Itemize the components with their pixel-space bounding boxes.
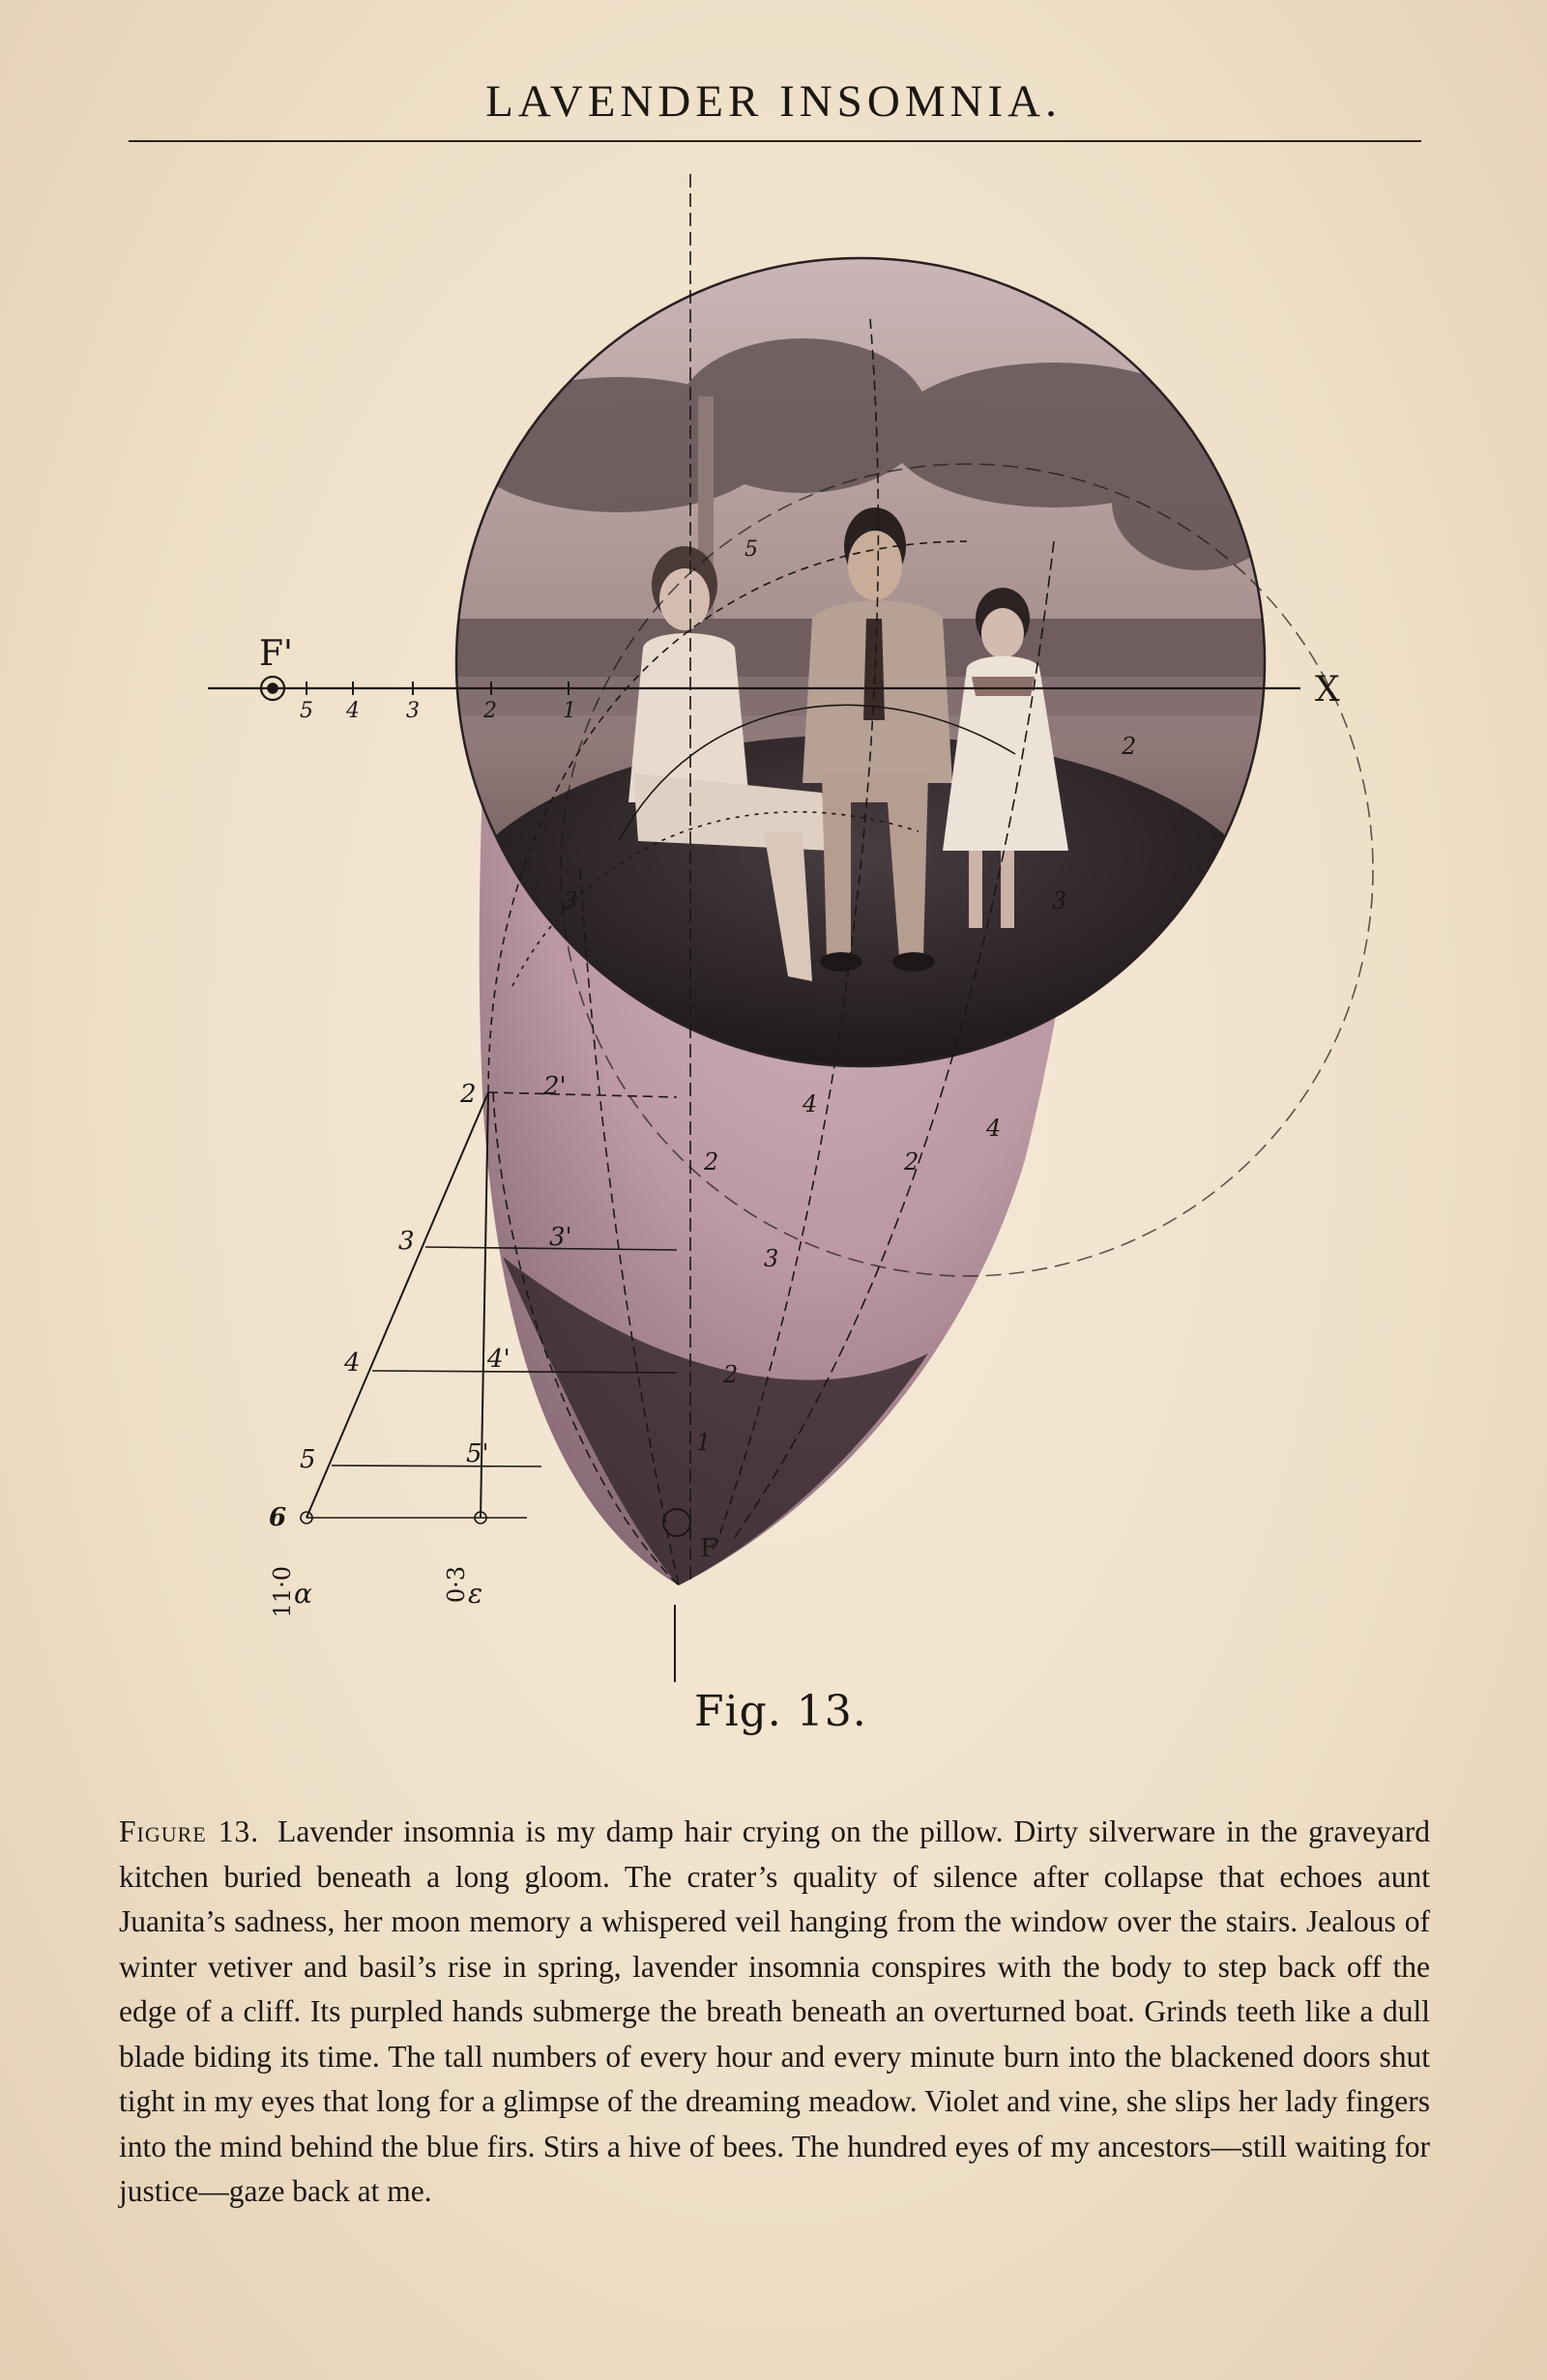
axis-x-label: X bbox=[1315, 670, 1340, 710]
curve-label: 5 bbox=[744, 537, 758, 562]
geometric-figure bbox=[0, 155, 1547, 1682]
ladder-number: 3 bbox=[398, 1227, 415, 1256]
curve-label: 1 bbox=[696, 1429, 712, 1456]
ladder-number: 4 bbox=[344, 1349, 361, 1378]
focus-left-label: F' bbox=[259, 634, 293, 674]
caption-body: Lavender insomnia is my damp hair crying on the pillow. Dirty silverware in the graveyard kitchen buried beneath a long gloom. The crater’s quality of silence after collapse that echoes aunt Juanita’s sadness, her moon memory a whispered veil hanging from the window over the stairs. Jealous of winter vetiver and basil’s rise in spring, lavender insomnia conspires with the body to step back off the edge of a cliff. Its purpled hands submerge the breath beneath an overturned boat. Grinds teeth like a dull blade biding its time. The tall numbers of every hour and every minute burn into the blackened doors shut tight in my eyes that long for a glimpse of the dreaming meadow. Violet and vine, she slips her lady fingers into the mind behind the blue firs. Stirs a hive of bees. The hundred eyes of my ancestors—still waiting for justice—gaze back at me. bbox=[119, 1814, 1431, 2208]
title-rule bbox=[129, 140, 1421, 142]
scale-label: 11·0 bbox=[269, 1566, 296, 1618]
curve-label: 2 bbox=[704, 1148, 719, 1175]
axis-tick-label: 2 bbox=[483, 699, 497, 723]
ladder-prime: 5' bbox=[466, 1439, 489, 1468]
figure-label: Fig. 13. bbox=[694, 1687, 867, 1736]
ladder-number: 6 bbox=[269, 1503, 287, 1532]
ladder-prime: 4' bbox=[487, 1345, 511, 1374]
curve-label: 3 bbox=[563, 887, 578, 914]
scale-label: 0·3 bbox=[443, 1566, 470, 1604]
axis-tick-label: 4 bbox=[346, 699, 360, 723]
axis-tick-label: 3 bbox=[406, 699, 420, 723]
caption-head: Figure 13. bbox=[119, 1814, 260, 1848]
focus-bottom-label: F bbox=[700, 1534, 718, 1563]
axis-tick-label: 1 bbox=[563, 699, 576, 723]
axis-tick-label: 5 bbox=[300, 699, 313, 723]
page-title: LAVENDER INSOMNIA. bbox=[485, 76, 1062, 127]
ladder-prime: 2' bbox=[543, 1072, 567, 1101]
curve-label: 3 bbox=[1052, 887, 1067, 914]
ladder-number: 2 bbox=[460, 1080, 477, 1109]
figure-caption bbox=[119, 1810, 1430, 2215]
curve-label: 4 bbox=[803, 1090, 818, 1117]
curve-label: 2 bbox=[904, 1148, 919, 1175]
scale-symbol: ε bbox=[468, 1578, 483, 1610]
curve-label: 2 bbox=[723, 1361, 739, 1388]
ladder-number: 5 bbox=[300, 1445, 316, 1474]
curve-label: 3 bbox=[764, 1245, 779, 1272]
curve-label: 4 bbox=[986, 1115, 1002, 1142]
ladder-prime: 3' bbox=[549, 1223, 572, 1252]
scale-symbol: α bbox=[294, 1578, 312, 1610]
curve-label: 2 bbox=[1122, 733, 1137, 760]
